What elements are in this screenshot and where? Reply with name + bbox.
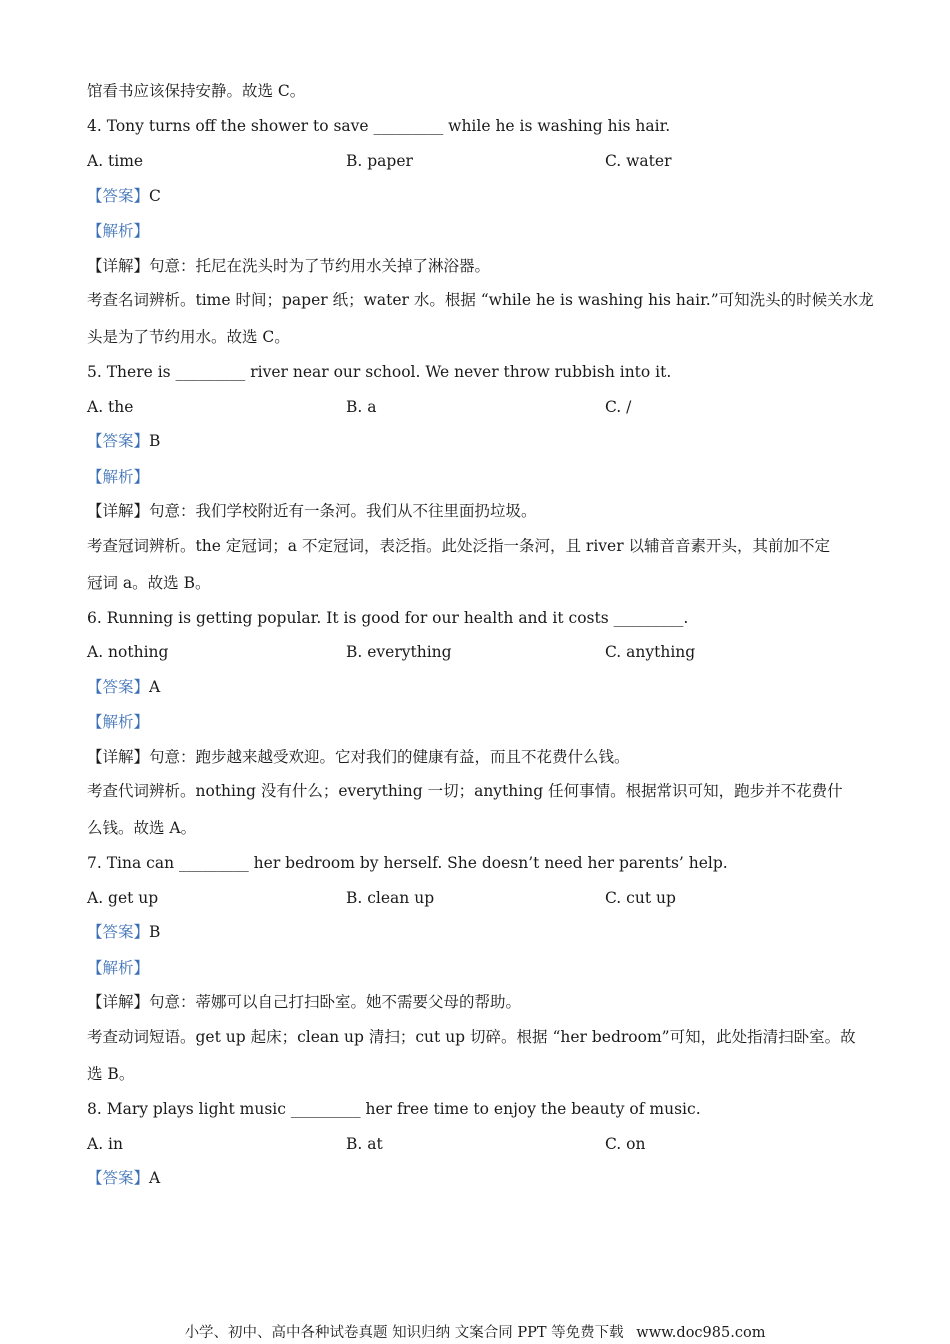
question-6-option-b: B. everything — [346, 643, 452, 661]
question-7-explain-line-1: 考查动词短语。get up 起床；clean up 清扫；cut up 切碎。根据 “her bedroom”可知，此处指清扫卧室。故 — [87, 1028, 856, 1046]
question-4-explain-line-2: 头是为了节约用水。故选 C。 — [87, 328, 290, 346]
detail-tag: 【详解】 — [87, 502, 150, 520]
question-4-option-b: B. paper — [346, 152, 413, 170]
question-4-detail — [87, 256, 490, 276]
question-6-analysis-tag: 【解析】 — [87, 713, 150, 731]
question-5-answer — [87, 431, 160, 451]
answer-tag: 【答案】 — [87, 432, 150, 450]
question-4-answer — [87, 186, 161, 206]
answer-tag: 【答案】 — [87, 923, 150, 941]
question-6-stem: 6. Running is getting popular. It is good for our health and it costs _________. — [87, 609, 689, 627]
question-7-option-c: C. cut up — [605, 889, 676, 907]
answer-value: A — [149, 1169, 161, 1187]
page-footer — [0, 1323, 950, 1343]
question-7-answer — [87, 922, 160, 942]
detail-tag: 【详解】 — [87, 993, 150, 1011]
question-6-detail — [87, 747, 630, 767]
question-8-option-a: A. in — [87, 1135, 123, 1153]
footer-text: 小学、初中、高中各种试卷真题 知识归纳 文案合同 PPT 等免费下载 — [184, 1325, 624, 1341]
question-7-detail — [87, 992, 521, 1012]
question-4-stem: 4. Tony turns off the shower to save _________ while he is washing his hair. — [87, 117, 671, 135]
detail-tag: 【详解】 — [87, 257, 150, 275]
detail-text: 句意：我们学校附近有一条河。我们从不往里面扔垃圾。 — [149, 502, 537, 520]
question-7-stem: 7. Tina can _________ her bedroom by herself. She doesn’t need her parents’ help. — [87, 854, 728, 872]
question-5-option-c: C. / — [605, 398, 632, 416]
answer-value: B — [149, 923, 161, 941]
question-5-analysis-tag: 【解析】 — [87, 468, 150, 486]
question-8-option-b: B. at — [346, 1135, 383, 1153]
detail-text: 句意：跑步越来越受欢迎。它对我们的健康有益，而且不花费什么钱。 — [149, 748, 630, 766]
question-5-detail — [87, 501, 537, 521]
answer-tag: 【答案】 — [87, 1169, 150, 1187]
question-6-option-a: A. nothing — [87, 643, 169, 661]
continuation-text: 馆看书应该保持安静。故选 C。 — [87, 82, 306, 100]
question-5-stem: 5. There is _________ river near our school. We never throw rubbish into it. — [87, 363, 672, 381]
answer-value: B — [149, 432, 161, 450]
answer-tag: 【答案】 — [87, 678, 150, 696]
question-4-option-a: A. time — [87, 152, 144, 170]
question-7-explain-line-2: 选 B。 — [87, 1065, 135, 1083]
detail-text: 句意：蒂娜可以自己打扫卧室。她不需要父母的帮助。 — [149, 993, 522, 1011]
question-4-analysis-tag: 【解析】 — [87, 222, 150, 240]
detail-tag: 【详解】 — [87, 748, 150, 766]
question-7-option-b: B. clean up — [346, 889, 435, 907]
question-5-explain-line-1: 考查冠词辨析。the 定冠词；a 不定冠词，表泛指。此处泛指一条河，且 river 以辅音音素开头，其前加不定 — [87, 537, 831, 555]
question-4-explain-line-1: 考查名词辨析。time 时间；paper 纸；water 水。根据 “while he is washing his hair.”可知洗头的时候关水龙 — [87, 291, 874, 309]
question-6-option-c: C. anything — [605, 643, 696, 661]
answer-value: C — [149, 187, 161, 205]
question-8-answer — [87, 1168, 160, 1188]
question-6-answer — [87, 677, 160, 697]
question-5-option-a: A. the — [87, 398, 134, 416]
question-8-stem: 8. Mary plays light music _________ her free time to enjoy the beauty of music. — [87, 1100, 701, 1118]
footer-site-link[interactable]: www.doc985.com — [636, 1325, 766, 1341]
detail-text: 句意：托尼在洗头时为了节约用水关掉了淋浴器。 — [149, 257, 491, 275]
question-6-explain-line-2: 么钱。故选 A。 — [87, 819, 197, 837]
question-8-option-c: C. on — [605, 1135, 646, 1153]
answer-value: A — [149, 678, 161, 696]
question-7-analysis-tag: 【解析】 — [87, 959, 150, 977]
question-5-explain-line-2: 冠词 a。故选 B。 — [87, 574, 211, 592]
question-7-option-a: A. get up — [87, 889, 159, 907]
question-6-explain-line-1: 考查代词辨析。nothing 没有什么；everything 一切；anything 任何事情。根据常识可知，跑步并不花费什 — [87, 782, 843, 800]
answer-tag: 【答案】 — [87, 187, 150, 205]
question-5-option-b: B. a — [346, 398, 377, 416]
question-4-option-c: C. water — [605, 152, 672, 170]
